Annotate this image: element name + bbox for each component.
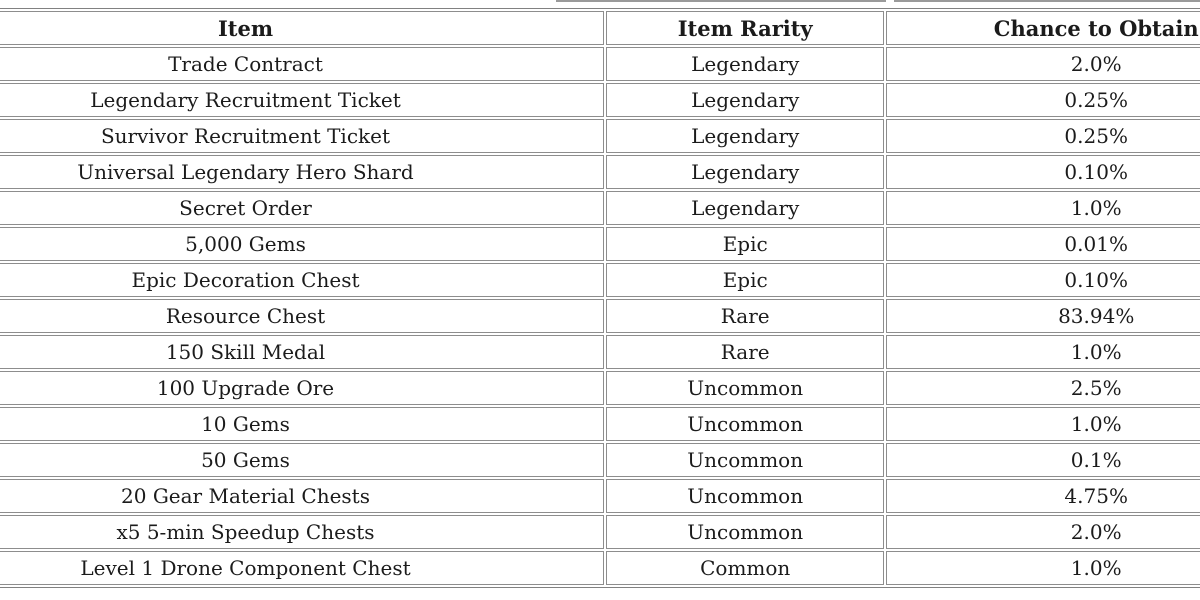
- cell-item: Secret Order: [0, 191, 604, 225]
- cell-rarity: Legendary: [606, 191, 884, 225]
- cell-item: 150 Skill Medal: [0, 335, 604, 369]
- cell-rarity: Legendary: [606, 83, 884, 117]
- table-row: [0, 191, 1200, 225]
- cell-item: Universal Legendary Hero Shard: [0, 155, 604, 189]
- cell-chance: 1.0%: [886, 551, 1200, 585]
- cell-chance: 2.5%: [886, 371, 1200, 405]
- cell-rarity: Uncommon: [606, 371, 884, 405]
- cell-chance: 4.75%: [886, 479, 1200, 513]
- cell-rarity: Rare: [606, 335, 884, 369]
- cell-item: 100 Upgrade Ore: [0, 371, 604, 405]
- cell-rarity: Legendary: [606, 155, 884, 189]
- cell-rarity: Uncommon: [606, 407, 884, 441]
- table-row: [0, 551, 1200, 585]
- cell-chance: 2.0%: [886, 47, 1200, 81]
- table-row: [0, 299, 1200, 333]
- table-row: [0, 515, 1200, 549]
- cell-chance: 1.0%: [886, 407, 1200, 441]
- cell-chance: 0.10%: [886, 155, 1200, 189]
- cell-rarity: Uncommon: [606, 479, 884, 513]
- cell-chance: 2.0%: [886, 515, 1200, 549]
- table-body: [0, 47, 1200, 585]
- cell-rarity: Uncommon: [606, 443, 884, 477]
- cell-chance: 83.94%: [886, 299, 1200, 333]
- cell-chance: 0.01%: [886, 227, 1200, 261]
- cell-rarity: Rare: [606, 299, 884, 333]
- cell-item: Resource Chest: [0, 299, 604, 333]
- table-header-row: [0, 11, 1200, 45]
- cell-rarity: Legendary: [606, 47, 884, 81]
- cell-chance: 0.10%: [886, 263, 1200, 297]
- table-row: [0, 443, 1200, 477]
- cropped-row-border-segment-right: [894, 0, 1200, 2]
- cropped-row-border-segment-left: [556, 0, 886, 2]
- table-row: [0, 335, 1200, 369]
- cell-item: Trade Contract: [0, 47, 604, 81]
- cell-chance: 0.25%: [886, 119, 1200, 153]
- cell-rarity: Epic: [606, 263, 884, 297]
- cell-item: x5 5-min Speedup Chests: [0, 515, 604, 549]
- table-row: [0, 479, 1200, 513]
- cell-rarity: Uncommon: [606, 515, 884, 549]
- cell-item: Legendary Recruitment Ticket: [0, 83, 604, 117]
- column-header-chance: Chance to Obtain: [886, 11, 1200, 45]
- cell-rarity: Legendary: [606, 119, 884, 153]
- cell-rarity: Common: [606, 551, 884, 585]
- cell-item: 5,000 Gems: [0, 227, 604, 261]
- table-row: [0, 227, 1200, 261]
- cell-chance: 0.25%: [886, 83, 1200, 117]
- cell-item: 50 Gems: [0, 443, 604, 477]
- cell-chance: 1.0%: [886, 191, 1200, 225]
- table-header: [0, 11, 1200, 45]
- cell-rarity: Epic: [606, 227, 884, 261]
- column-header-rarity: Item Rarity: [606, 11, 884, 45]
- table-row: [0, 263, 1200, 297]
- column-header-item: Item: [0, 11, 604, 45]
- cell-item: 10 Gems: [0, 407, 604, 441]
- loot-drop-table: [0, 8, 1200, 588]
- table-row: [0, 119, 1200, 153]
- table-row: [0, 407, 1200, 441]
- cell-item: Epic Decoration Chest: [0, 263, 604, 297]
- cell-item: Survivor Recruitment Ticket: [0, 119, 604, 153]
- table-row: [0, 371, 1200, 405]
- cell-item: Level 1 Drone Component Chest: [0, 551, 604, 585]
- cell-chance: 1.0%: [886, 335, 1200, 369]
- cell-chance: 0.1%: [886, 443, 1200, 477]
- cell-item: 20 Gear Material Chests: [0, 479, 604, 513]
- table-row: [0, 83, 1200, 117]
- table-row: [0, 155, 1200, 189]
- table-row: [0, 47, 1200, 81]
